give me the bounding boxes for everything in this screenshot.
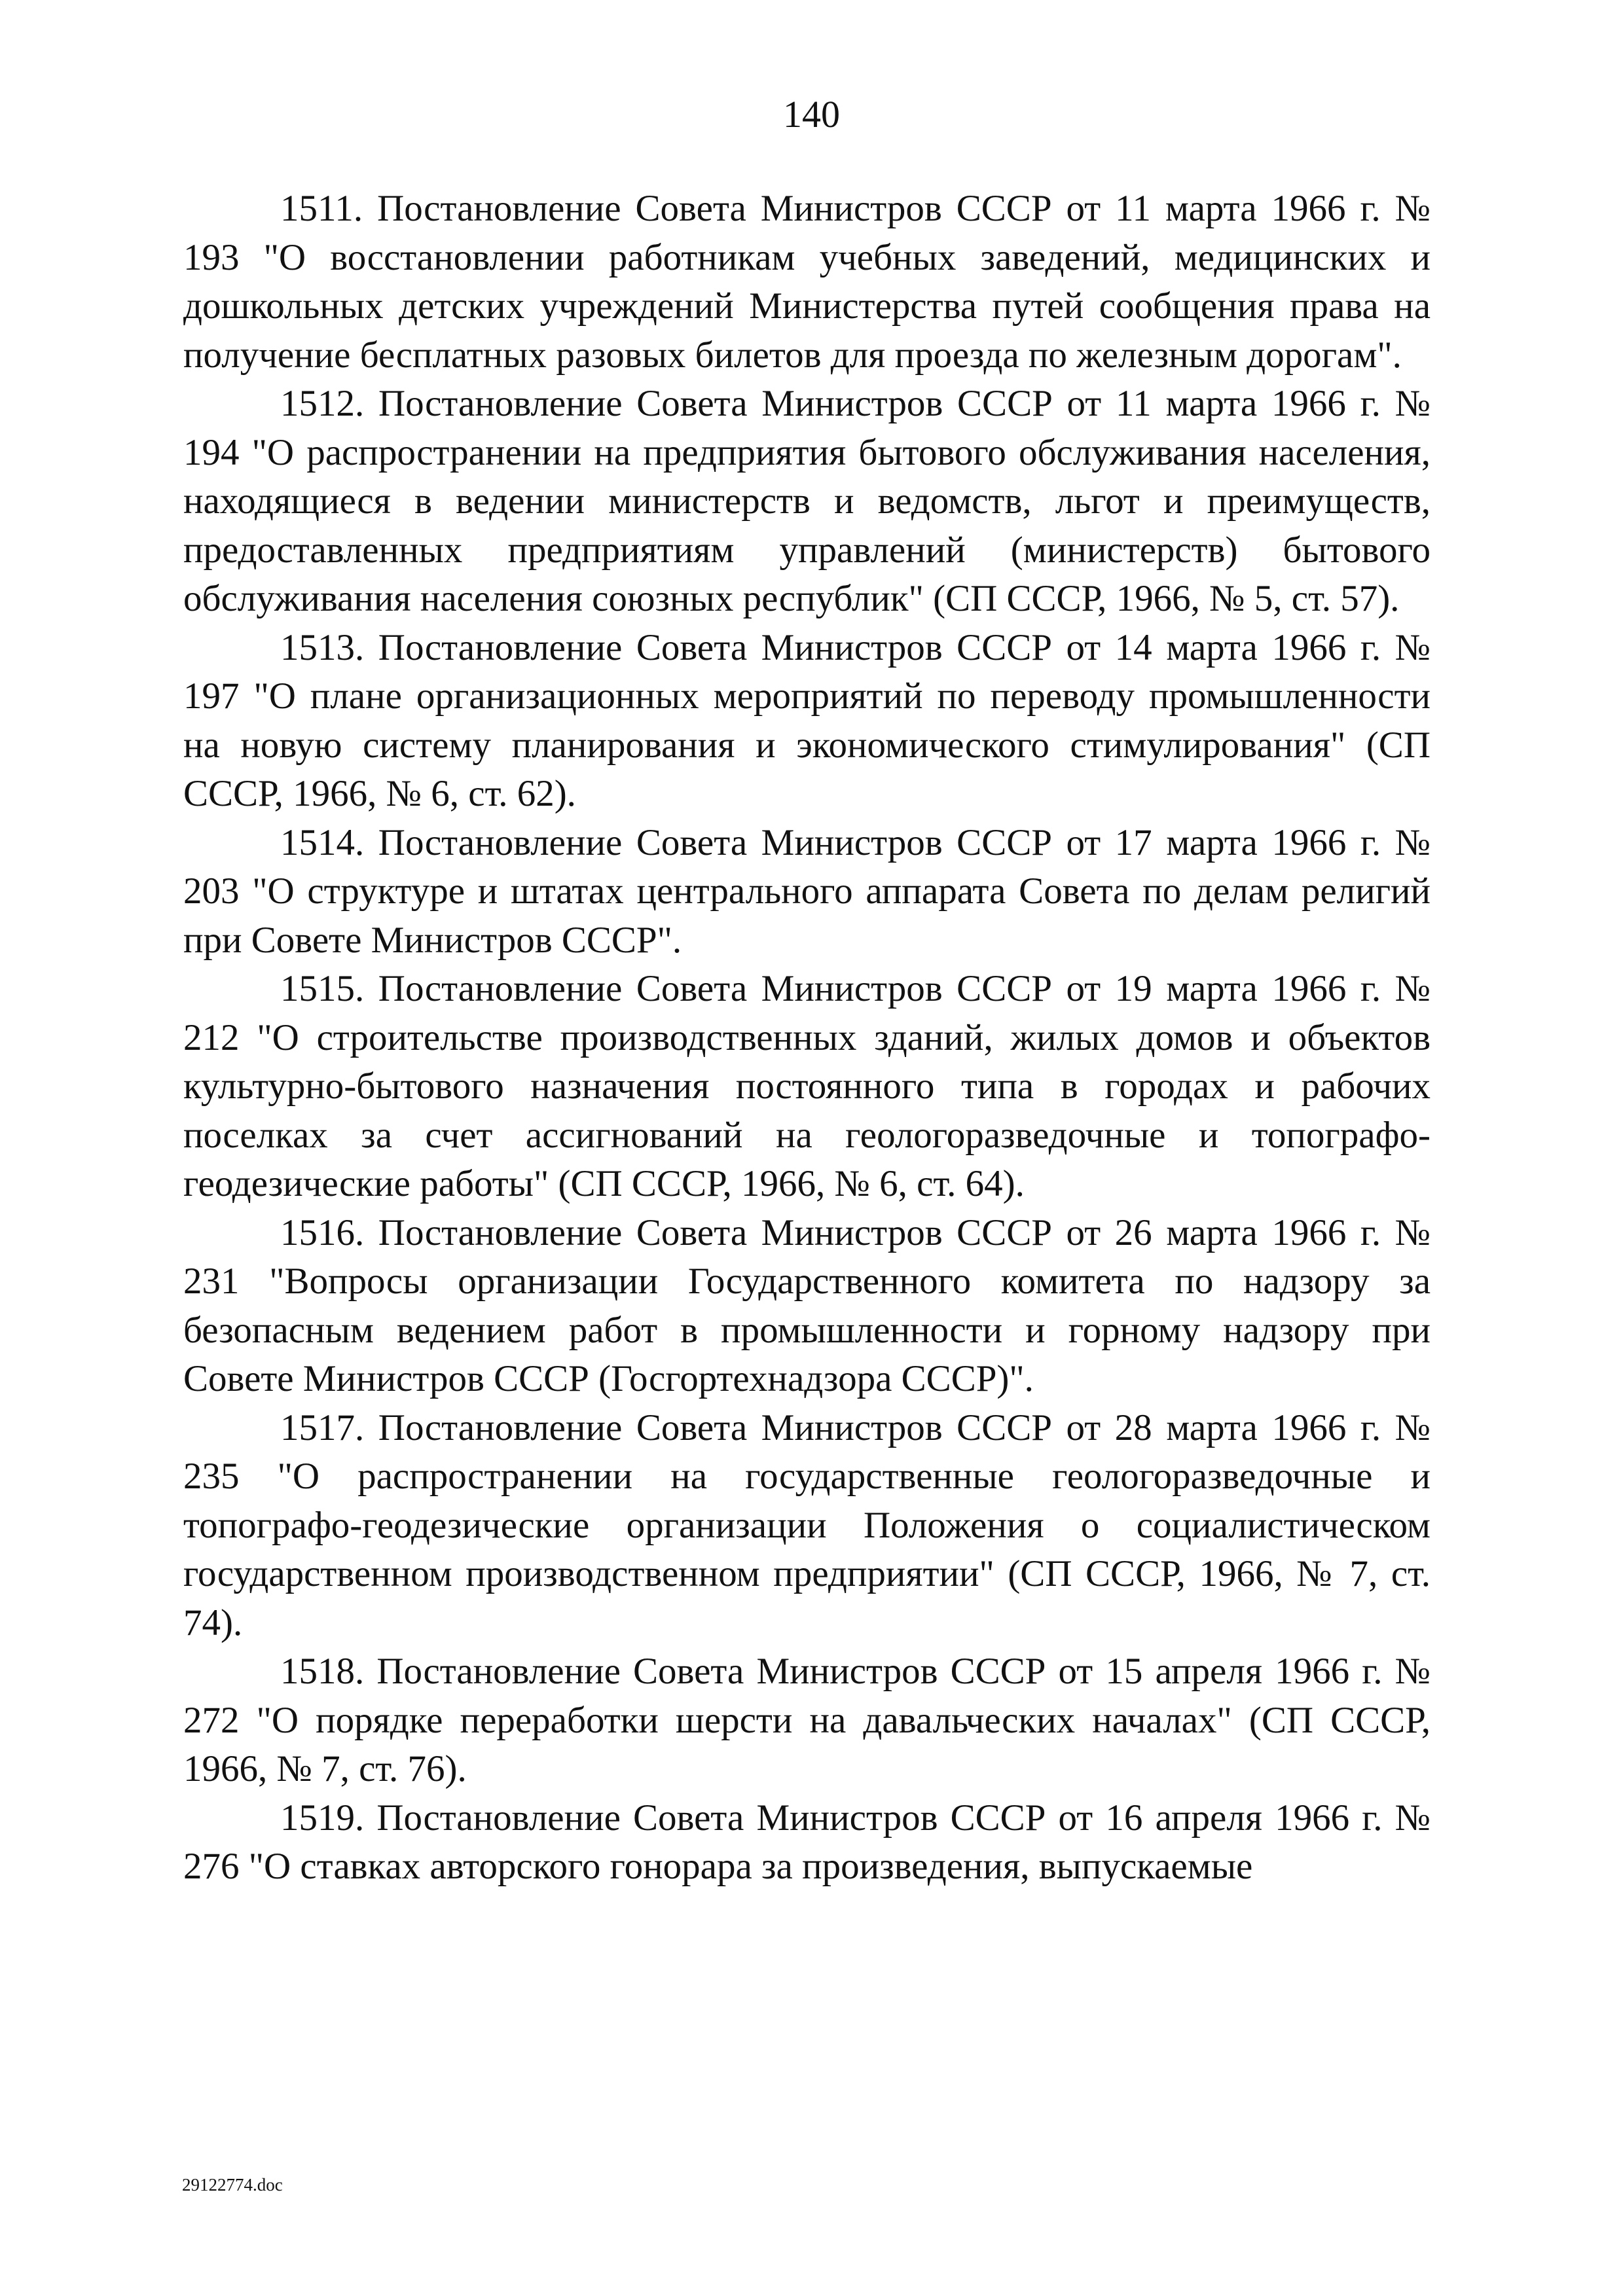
list-item: 1516. Постановление Совета Министров СССР от 26 марта 1966 г. № 231 "Вопросы организации Государственного комитета по надзору за безопасным ведением работ в промышленности и горному надзору при Совете Министров СССР (Госгортехнадзора СССР)". [183, 1211, 1431, 1399]
document-body [183, 185, 1431, 1892]
list-item: 1512. Постановление Совета Министров СССР от 11 марта 1966 г. № 194 "О распространении на предприятия бытового обслуживания населения, находящиеся в ведении министерств и ведомств, льгот и преимуществ, предоставленных предприятиям управлений (министерств) бытового обслуживания населения союзных республик" (СП СССР, 1966, № 5, ст. 57). [183, 383, 1431, 619]
list-item: 1511. Постановление Совета Министров СССР от 11 марта 1966 г. № 193 "О восстановлении работникам учебных заведений, медицинских и дошкольных детских учреждений Министерства путей сообщения права на получение бесплатных разовых билетов для проезда по железным дорогам". [183, 188, 1431, 376]
list-item: 1519. Постановление Совета Министров СССР от 16 апреля 1966 г. № 276 "О ставках авторского гонорара за произведения, выпускаемые [183, 1797, 1431, 1887]
list-item: 1514. Постановление Совета Министров СССР от 17 марта 1966 г. № 203 "О структуре и штатах центрального аппарата Совета по делам религий при Совете Министров СССР". [183, 821, 1431, 961]
list-item: 1515. Постановление Совета Министров СССР от 19 марта 1966 г. № 212 "О строительстве производственных зданий, жилых домов и объектов культурно-бытового назначения постоянного типа в городах и рабочих поселках за счет ассигнований на геологоразведочные и топографо-геодезические работы" (СП СССР, 1966, № 6, ст. 64). [183, 968, 1431, 1204]
list-item: 1518. Постановление Совета Министров СССР от 15 апреля 1966 г. № 272 "О порядке переработки шерсти на давальческих началах" (СП СССР, 1966, № 7, ст. 76). [183, 1651, 1431, 1789]
list-item: 1513. Постановление Совета Министров СССР от 14 марта 1966 г. № 197 "О плане организационных мероприятий по переводу промышленности на новую систему планирования и экономического стимулирования" (СП СССР, 1966, № 6, ст. 62). [183, 626, 1431, 814]
list-item: 1517. Постановление Совета Министров СССР от 28 марта 1966 г. № 235 "О распространении на государственные геологоразведочные и топографо-геодезические организации Положения о социалистическом государственном производственном предприятии" (СП СССР, 1966, № 7, ст. 74). [183, 1407, 1431, 1643]
page-number: 140 [783, 93, 840, 135]
footer-filename: 29122774.doc [182, 2175, 283, 2195]
